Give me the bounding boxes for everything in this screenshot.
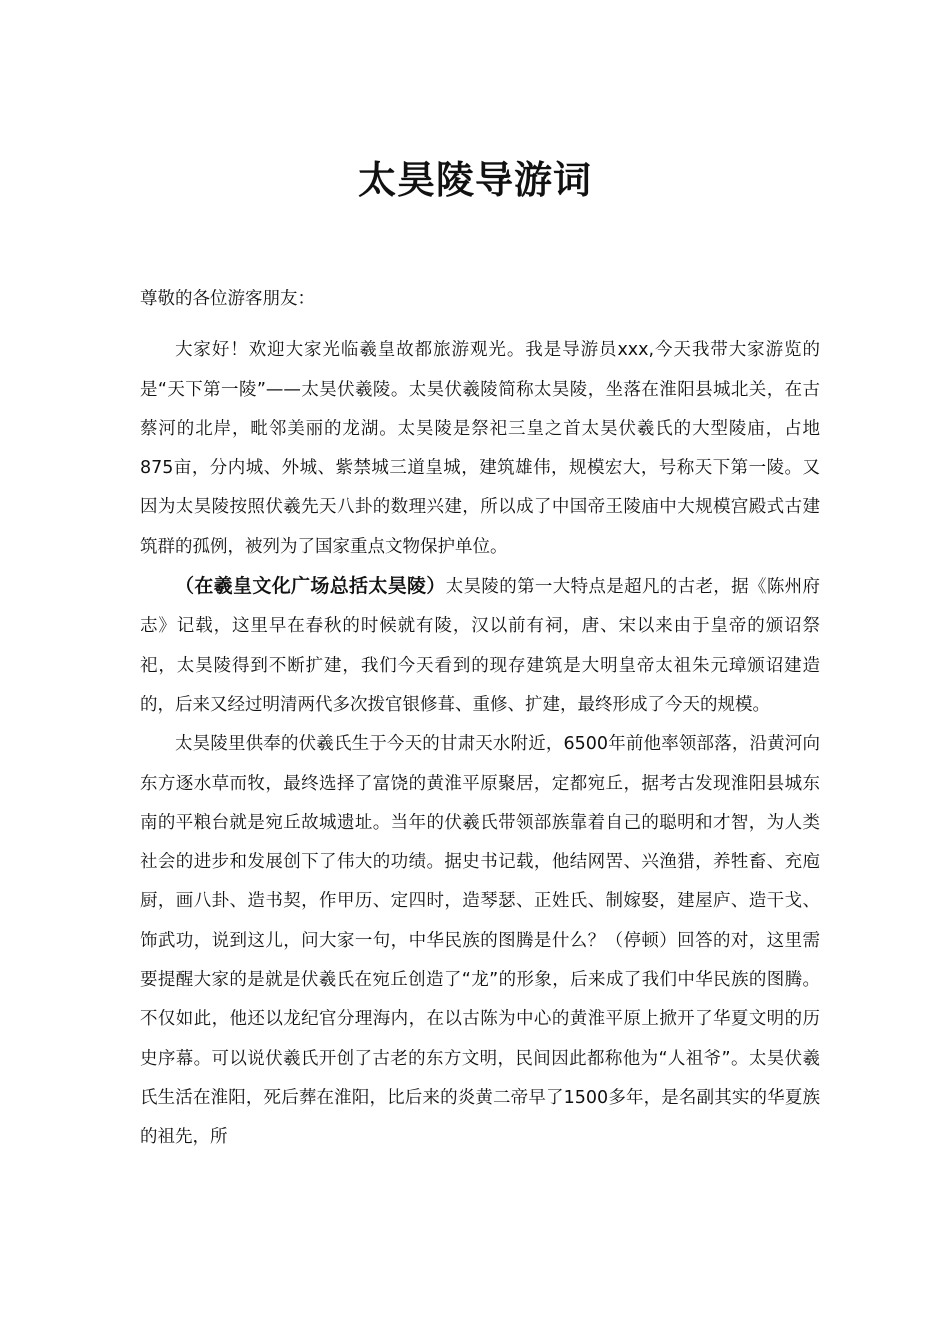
- greeting-line: 尊敬的各位游客朋友：: [140, 289, 315, 309]
- paragraph-intro: [140, 331, 820, 567]
- paragraph-fuxi: [140, 725, 820, 1157]
- document-body: [140, 280, 820, 1158]
- paragraph-history-lead: （在羲皇文化广场总括太昊陵）: [175, 575, 446, 598]
- paragraph-history-text: 太昊陵的第一大特点是超凡的古老，据《陈州府志》记载，这里早在春秋的时候就有陵，汉以前有祠，唐、宋以来由于皇帝的颁诏祭祀，太昊陵得到不断扩建，我们今天看到的现存建筑是大明皇帝太祖朱元璋颁诏建造的，后来又经过明清两代多次拨官银修葺、重修、扩建，最终形成了今天的规模。: [140, 577, 820, 715]
- paragraph-intro-text: 大家好！欢迎大家光临羲皇故都旅游观光。我是导游员xxx,今天我带大家游览的是“天下第一陵”——太昊伏羲陵。太昊伏羲陵简称太昊陵，坐落在淮阳县城北关，在古蔡河的北岸，毗邻美丽的龙湖。太昊陵是祭祀三皇之首太昊伏羲氏的大型陵庙，占地875亩，分内城、外城、紫禁城三道皇城，建筑雄伟，规模宏大，号称天下第一陵。又因为太昊陵按照伏羲先天八卦的数理兴建，所以成了中国帝王陵庙中大规模宫殿式古建筑群的孤例，被列为了国家重点文物保护单位。: [140, 340, 820, 557]
- paragraph-history: [140, 567, 820, 725]
- paragraph-fuxi-text: 太昊陵里供奉的伏羲氏生于今天的甘肃天水附近，6500年前他率领部落，沿黄河向东方逐水草而牧，最终选择了富饶的黄淮平原聚居，定都宛丘，据考古发现淮阳县城东南的平粮台就是宛丘故城遗址。当年的伏羲氏带领部族靠着自己的聪明和才智，为人类社会的进步和发展创下了伟大的功绩。据史书记载，他结网罟、兴渔猎，养牲畜、充庖厨，画八卦、造书契，作甲历、定四时，造琴瑟、正姓氏、制嫁娶，建屋庐、造干戈、饰武功，说到这儿，问大家一句，中华民族的图腾是什么？（停顿）回答的对，这里需要提醒大家的是就是伏羲氏在宛丘创造了“龙”的形象，后来成了我们中华民族的图腾。不仅如此，他还以龙纪官分理海内，在以古陈为中心的黄淮平原上掀开了华夏文明的历史序幕。可以说伏羲氏开创了古老的东方文明，民间因此都称他为“人祖爷”。太昊伏羲氏生活在淮阳，死后葬在淮阳，比后来的炎黄二帝早了1500多年，是名副其实的华夏族的祖先，所: [140, 734, 820, 1148]
- document-title: 太昊陵导游词: [357, 158, 592, 202]
